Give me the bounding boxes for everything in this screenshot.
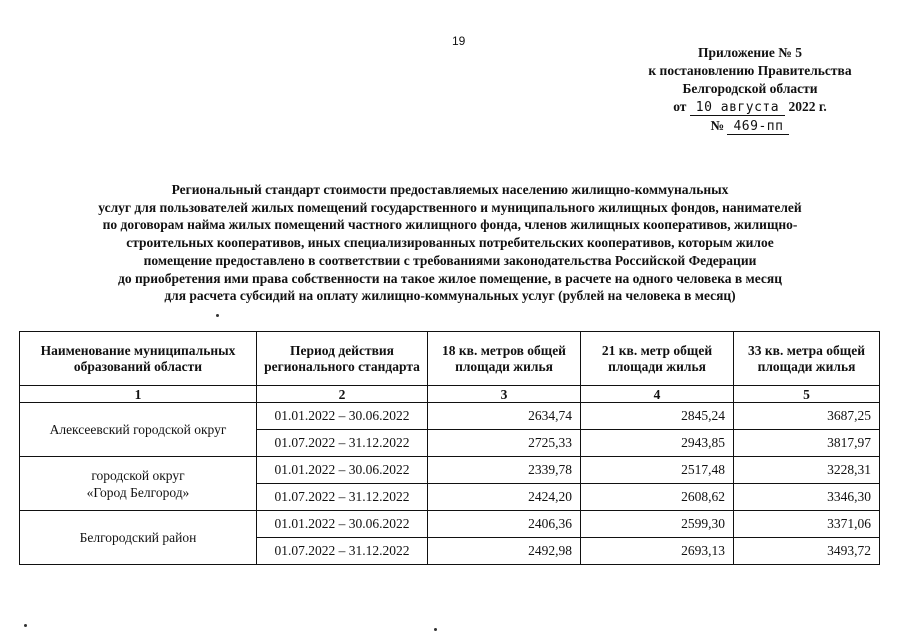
period-cell: 01.01.2022 – 30.06.2022 — [257, 403, 428, 430]
column-index: 5 — [734, 386, 880, 403]
value-33sqm: 3346,30 — [734, 484, 880, 511]
number-prefix: № — [710, 118, 725, 133]
value-18sqm: 2406,36 — [428, 511, 581, 538]
value-21sqm: 2608,62 — [581, 484, 734, 511]
header-period: Период действия регионального стандарта — [257, 332, 428, 386]
document-title — [30, 181, 870, 305]
table-row — [20, 511, 880, 538]
column-index: 3 — [428, 386, 581, 403]
appendix-region: Белгородской области — [682, 81, 818, 96]
period-cell: 01.01.2022 – 30.06.2022 — [257, 457, 428, 484]
municipality-name-line: городской округ — [91, 467, 185, 483]
municipality-name-line: Белгородский район — [79, 530, 197, 545]
table-row — [20, 457, 880, 484]
column-index: 2 — [257, 386, 428, 403]
value-18sqm: 2424,20 — [428, 484, 581, 511]
municipality-name — [20, 511, 257, 565]
value-21sqm: 2693,13 — [581, 538, 734, 565]
table-row — [20, 403, 880, 430]
appendix-date — [600, 98, 900, 117]
number-value: 469-пп — [727, 119, 789, 135]
municipality-name-line: Алексеевский городской округ — [49, 422, 227, 437]
date-value: 10 августа — [690, 100, 785, 116]
value-21sqm: 2943,85 — [581, 430, 734, 457]
value-21sqm: 2599,30 — [581, 511, 734, 538]
column-index: 4 — [581, 386, 734, 403]
value-33sqm: 3228,31 — [734, 457, 880, 484]
value-33sqm: 3817,97 — [734, 430, 880, 457]
period-cell: 01.07.2022 – 31.12.2022 — [257, 538, 428, 565]
value-33sqm: 3687,25 — [734, 403, 880, 430]
period-cell: 01.07.2022 – 31.12.2022 — [257, 484, 428, 511]
title-line: помещение предоставлено в соответствии с требованиями законодательства Российской Федерации — [143, 252, 757, 268]
appendix-header — [600, 44, 900, 136]
date-suffix: 2022 г. — [788, 99, 827, 114]
scan-speck — [216, 314, 219, 317]
appendix-title: Приложение № 5 — [698, 45, 802, 60]
column-index: 1 — [20, 386, 257, 403]
title-line: для расчета субсидий на оплату жилищно-коммунальных услуг (рублей на человека в месяц) — [164, 288, 736, 304]
value-18sqm: 2725,33 — [428, 430, 581, 457]
title-line: строительных кооперативов, иных специализированных потребительских кооперативов, которым жилое — [126, 235, 774, 251]
municipality-name-line: «Город Белгород» — [86, 484, 190, 500]
header-municipality: Наименование муниципальных образований области — [20, 332, 257, 386]
value-21sqm: 2517,48 — [581, 457, 734, 484]
value-18sqm: 2634,74 — [428, 403, 581, 430]
page-number: 19 — [452, 34, 466, 48]
standards-table — [19, 331, 880, 565]
value-33sqm: 3493,72 — [734, 538, 880, 565]
scan-speck — [24, 624, 27, 627]
value-18sqm: 2339,78 — [428, 457, 581, 484]
municipality-name — [20, 403, 257, 457]
title-line: по договорам найма жилых помещений частного жилищного фонда, членов жилищных кооперативов, жилищно- — [102, 217, 798, 233]
period-cell: 01.07.2022 – 31.12.2022 — [257, 430, 428, 457]
title-line: услуг для пользователей жилых помещений государственного и муниципального жилищных фондов, нанимателей — [98, 199, 802, 215]
table-header-row — [20, 332, 880, 386]
column-index-row — [20, 386, 880, 403]
value-18sqm: 2492,98 — [428, 538, 581, 565]
header-33sqm: 33 кв. метра общей площади жилья — [734, 332, 880, 386]
period-cell: 01.01.2022 – 30.06.2022 — [257, 511, 428, 538]
value-33sqm: 3371,06 — [734, 511, 880, 538]
appendix-decree: к постановлению Правительства — [648, 63, 852, 78]
municipality-name — [20, 457, 257, 511]
header-21sqm: 21 кв. метр общей площади жилья — [581, 332, 734, 386]
date-prefix: от — [673, 99, 687, 114]
scan-speck — [434, 628, 437, 631]
header-18sqm: 18 кв. метров общей площади жилья — [428, 332, 581, 386]
value-21sqm: 2845,24 — [581, 403, 734, 430]
appendix-number — [600, 117, 900, 136]
title-line: до приобретения ими права собственности на такое жилое помещение, в расчете на одного человека в месяц — [118, 270, 782, 286]
title-line: Региональный стандарт стоимости предоставляемых населению жилищно-коммунальных — [171, 182, 729, 197]
